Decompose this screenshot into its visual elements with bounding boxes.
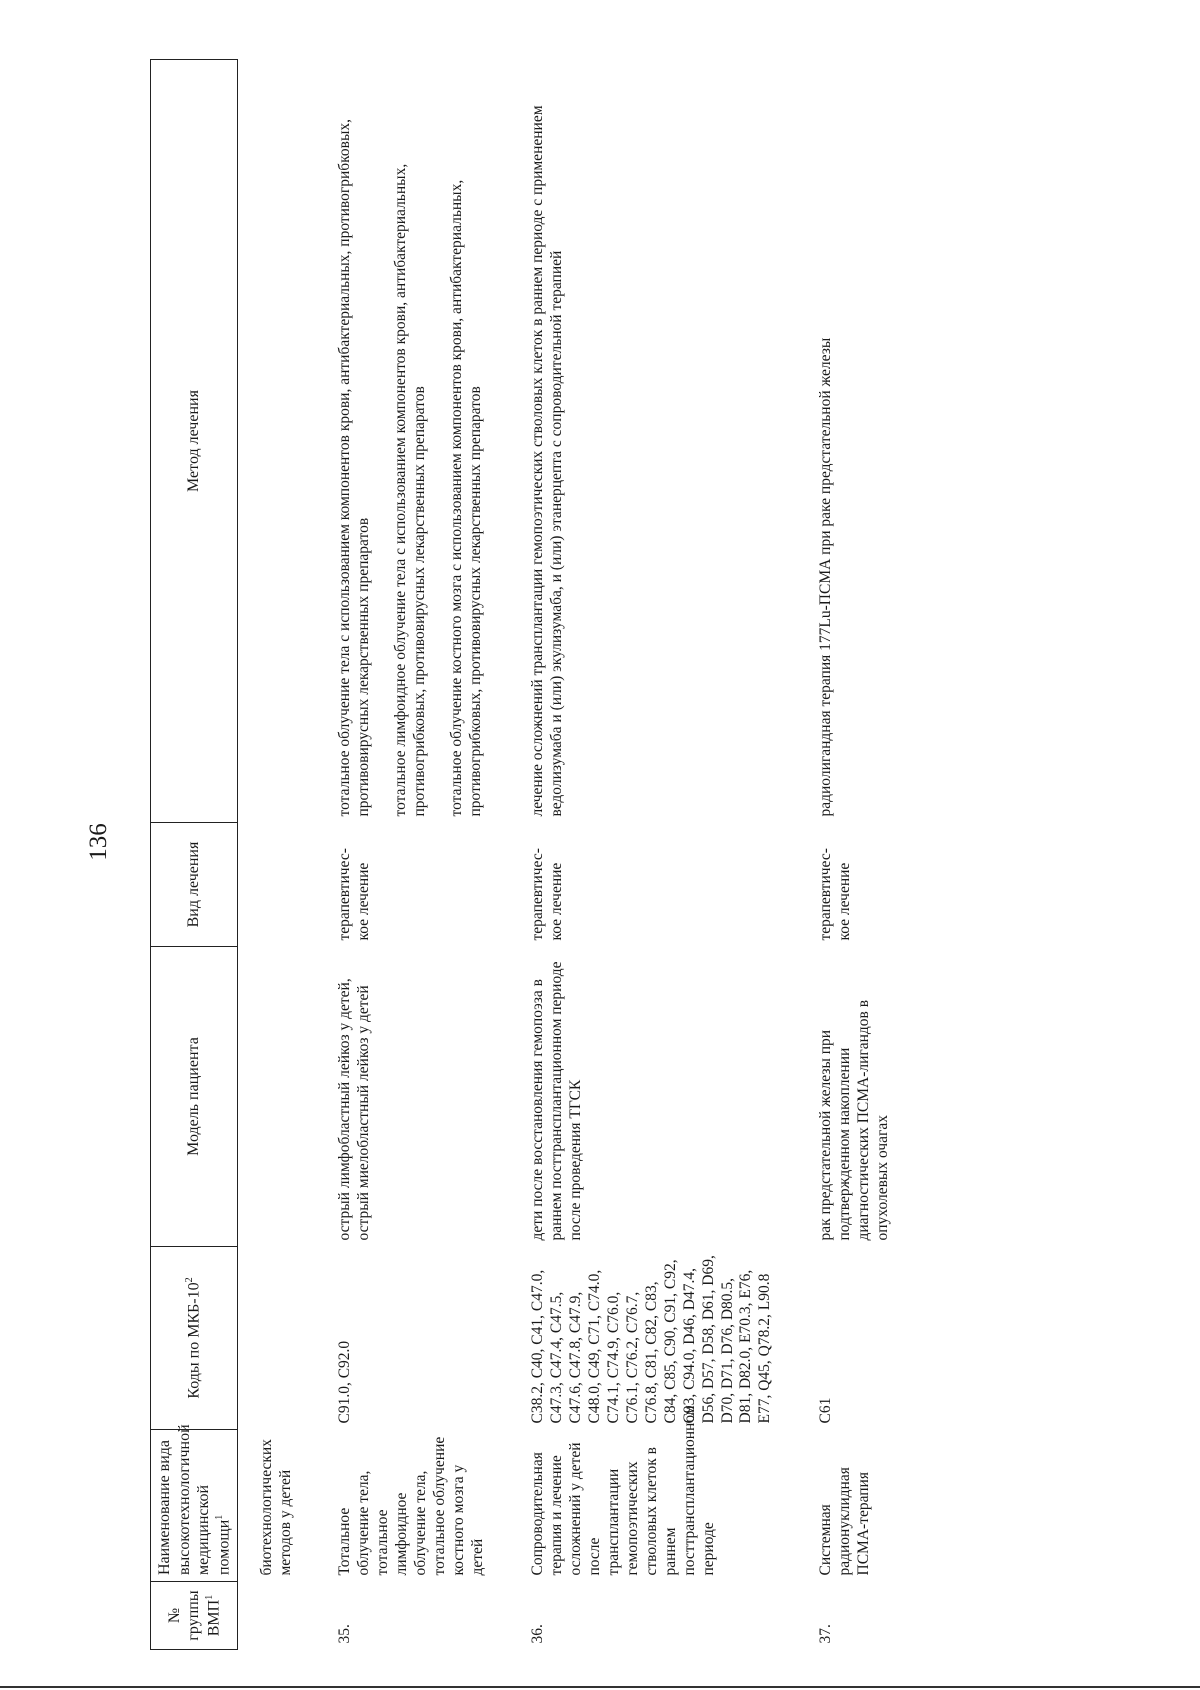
table-header bbox=[151, 60, 238, 1650]
row-patient-model: рак предстательной железы при подтвержденном накоплении диагностических ПСМА-лигандов в опухолевых очагах bbox=[817, 999, 891, 1241]
header-icd-codes: Коды по МКБ-$10^2$ bbox=[151, 1247, 238, 1430]
header-treatment-method: Метод лечения bbox=[151, 60, 238, 823]
row-number: 37. bbox=[817, 1624, 835, 1644]
continuation-text: биотехнологических методов у детей bbox=[258, 1439, 295, 1576]
bottom-rule bbox=[0, 1686, 1200, 1688]
page-number: 136 bbox=[84, 823, 112, 861]
row-treatment-method bbox=[324, 60, 517, 823]
header-treatment-type: Вид лечения bbox=[151, 823, 238, 947]
header-patient-model: Модель пациента bbox=[151, 947, 238, 1247]
row-treatment-type: терапевтичес-кое лечение bbox=[817, 848, 854, 941]
row-treatment-type: терапевтичес-кое лечение bbox=[336, 848, 373, 941]
row-vmp-name: Сопроводительная терапия и лечение осложнений у детей после трансплантации гемопоэтических стволовых клеток в раннем посттрансплантационном периоде bbox=[529, 1405, 717, 1576]
method-item: тотальное облучение костного мозга с использованием компонентов крови, антибактериальных, противогрибковых, противовирусных лекарственных препаратов bbox=[447, 179, 484, 817]
rotated-page bbox=[150, 60, 1150, 1650]
row-patient-model: дети после восстановления гемопоэза в раннем посттрансплантационном периоде после проведения ТГСК bbox=[529, 961, 585, 1241]
table-row bbox=[517, 60, 805, 1650]
header-group-number: № группы ВМП$^1$ bbox=[151, 1582, 238, 1650]
row-treatment-method bbox=[805, 60, 903, 823]
row-icd-codes: C91.0, C92.0 bbox=[336, 1340, 354, 1424]
vmp-table bbox=[150, 59, 903, 1650]
method-item: тотальное лимфоидное облучение тела с использованием компонентов крови, антибактериальных, противогрибковых, противовирусных лекарственных препаратов bbox=[392, 163, 428, 817]
table-row-continuation bbox=[238, 60, 324, 1650]
row-number: 36. bbox=[529, 1624, 547, 1644]
table-row bbox=[324, 60, 517, 1650]
method-item: радиолигандная терапия 177Lu-ПСМА при раке предстательной железы bbox=[817, 337, 835, 817]
row-vmp-name: Тотальное облучение тела, тотальное лимфоидное облучение тела, тотальное облучение костного мозга у детей bbox=[336, 1436, 486, 1576]
row-patient-model: острый лимфобластный лейкоз у детей, острый миелобластный лейкоз у детей bbox=[336, 978, 373, 1241]
row-icd-codes: C61 bbox=[817, 1397, 835, 1424]
method-item: лечение осложнений трансплантации гемопоэтических стволовых клеток в раннем периоде с применением ведолизумаба и (или) экулизумаба, и (или) этанерцепта с сопроводительной терапией bbox=[529, 105, 566, 817]
row-treatment-type: терапевтичес-кое лечение bbox=[529, 848, 566, 941]
method-item: тотальное облучение тела с использованием компонентов крови, антибактериальных, противогрибковых, противовирусных лекарственных препаратов bbox=[336, 118, 373, 817]
row-treatment-method bbox=[517, 60, 805, 823]
table-row bbox=[805, 60, 903, 1650]
row-icd-codes: C38.2, C40, C41, C47.0, C47.3, C47.4, C47.5, C47.6, C47.8, C47.9, C48.0, C49, C71, C74.0, C74.1, C74.9, C76.0, C76.1, C76.2, C76.7, C76.8, C81, C82, C83, C84, C85, C90, C91, C92, C93, C94.0, D46, D47.4, D56, D57, D58, D61, D69, D70, D71, D76, D80.5, D81, D82.0, E70.3, E76, E77, Q45, Q78.2, L90.8 bbox=[529, 1255, 774, 1424]
row-vmp-name: Системная радионуклидная ПСМА-терапия bbox=[817, 1467, 873, 1576]
row-number: 35. bbox=[336, 1624, 354, 1644]
header-vmp-name: Наименование вида высокотехнологичной медицинской помощи$^1$ bbox=[151, 1430, 238, 1582]
